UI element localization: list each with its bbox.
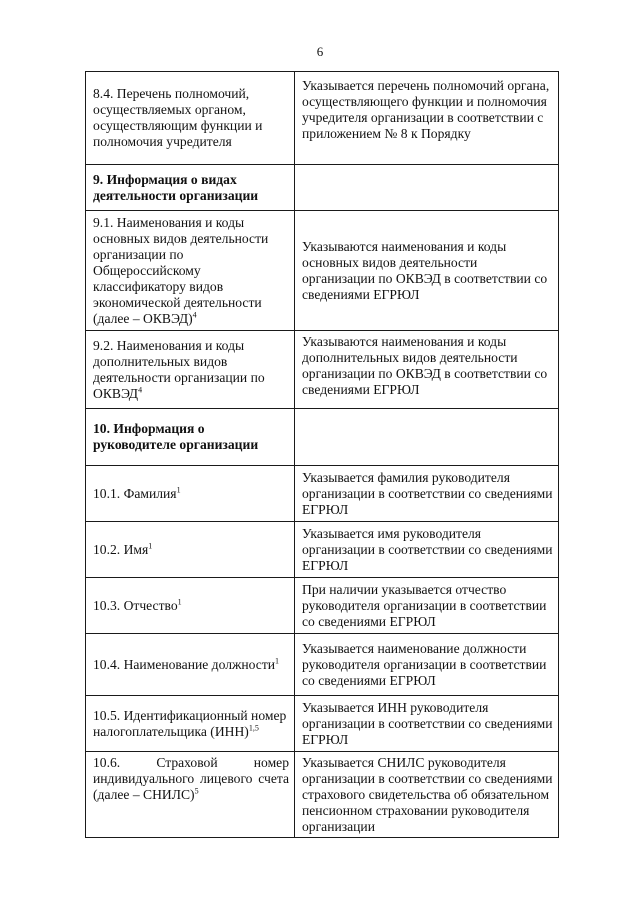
row-description: Указывается ИНН руководителя организации в соответствии со сведениями ЕГРЮЛ [302, 699, 553, 747]
row-label: 8.4. Перечень полномочий, осуществляемых органом, осуществляющим функции и полномочия учредителя [93, 86, 263, 149]
row-description-cell [295, 696, 559, 752]
table-row [86, 72, 559, 165]
row-label: 10.1. Фамилия [93, 485, 177, 501]
footnote-mark: 5 [194, 786, 199, 796]
row-label-cell [86, 72, 295, 165]
footnote-mark: 1 [275, 655, 280, 665]
row-description: Указывается наименование должности руководителя организации в соответствии со сведениями ЕГРЮЛ [302, 640, 547, 688]
row-label: 10.3. Отчество [93, 597, 178, 613]
table-row [86, 409, 559, 466]
row-description: Указываются наименования и коды основных видов деятельности организации по ОКВЭД в соответствии со сведениями ЕГРЮЛ [302, 238, 548, 302]
table-row [86, 331, 559, 409]
row-label-cell [86, 331, 295, 409]
row-label: 10.4. Наименование должности [93, 656, 276, 672]
row-label: 9.1. Наименования и коды основных видов деятельности организации по Общероссийскому классификатору видов экономической деятельности (далее – ОКВЭД) [93, 214, 269, 326]
row-description-cell [295, 634, 559, 696]
page-number: 6 [316, 44, 324, 59]
row-label-cell [86, 211, 295, 331]
section-heading-cell [86, 165, 295, 211]
row-description: Указывается перечень полномочий органа, осуществляющего функции и полномочия учредителя организации в соответствии с приложением № 8 к Порядку [302, 78, 550, 141]
row-description: Указывается фамилия руководителя организации в соответствии со сведениями ЕГРЮЛ [302, 469, 553, 517]
section-heading-cell [86, 409, 295, 466]
row-description: Указывается СНИЛС руководителя организации в соответствии со сведениями страхового свидетельства об обязательном пенсионном страховании руководителя организации [302, 755, 553, 834]
footnote-mark: 1 [176, 484, 181, 494]
footnote-mark: 1,5 [248, 722, 259, 732]
row-description-cell [295, 211, 559, 331]
row-label: 10.5. Идентификационный номер налогоплательщика (ИНН) [93, 707, 287, 739]
row-label-cell [86, 578, 295, 634]
section-heading: 10. Информация о руководителе организации [93, 421, 259, 452]
row-label-cell [86, 522, 295, 578]
table-row [86, 165, 559, 211]
empty-cell [295, 165, 559, 211]
table-row [86, 578, 559, 634]
footnote-mark: 4 [138, 384, 143, 394]
row-label-cell [86, 466, 295, 522]
row-label-cell [86, 752, 295, 838]
footnote-mark: 1 [177, 596, 182, 606]
row-description: При наличии указывается отчество руководителя организации в соответствии со сведениями ЕГРЮЛ [302, 581, 547, 629]
row-description-cell [295, 752, 559, 838]
row-label-cell [86, 696, 295, 752]
row-description: Указывается имя руководителя организации в соответствии со сведениями ЕГРЮЛ [302, 525, 553, 573]
row-label: 10.6. Страховой номер индивидуального лицевого счета (далее – СНИЛС) [93, 755, 289, 802]
footnote-mark: 4 [192, 309, 197, 319]
section-heading: 9. Информация о видах деятельности организации [93, 171, 259, 203]
table-row [86, 466, 559, 522]
table-row [86, 211, 559, 331]
table-row [86, 696, 559, 752]
row-description-cell [295, 578, 559, 634]
empty-cell [295, 409, 559, 466]
table-row [86, 634, 559, 696]
footnote-mark: 1 [148, 540, 153, 550]
row-description-cell [295, 331, 559, 409]
row-description: Указываются наименования и коды дополнительных видов деятельности организации по ОКВЭД в соответствии со сведениями ЕГРЮЛ [302, 334, 548, 397]
row-label: 10.2. Имя [93, 541, 149, 557]
table-row [86, 522, 559, 578]
row-label-cell [86, 634, 295, 696]
row-description-cell [295, 466, 559, 522]
row-description-cell [295, 72, 559, 165]
row-description-cell [295, 522, 559, 578]
row-label: 9.2. Наименования и коды дополнительных видов деятельности организации по ОКВЭД [93, 337, 265, 401]
table-row [86, 752, 559, 838]
requirements-table [85, 71, 559, 838]
